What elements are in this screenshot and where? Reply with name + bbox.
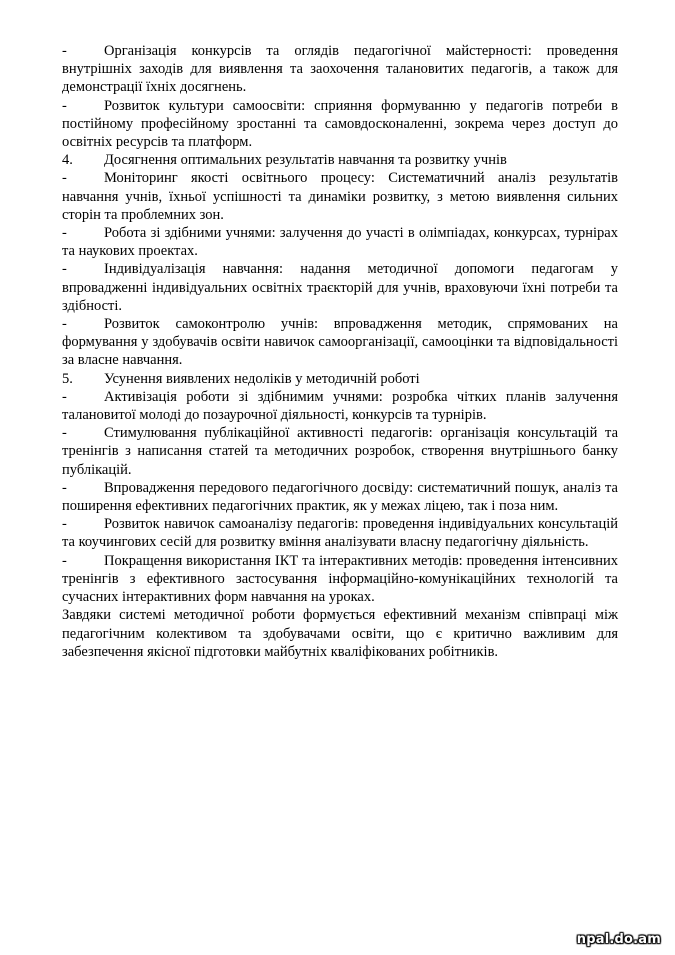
paragraph — [62, 315, 618, 370]
list-marker: - — [62, 97, 67, 114]
paragraph — [62, 479, 618, 515]
paragraph — [62, 169, 618, 224]
section-heading — [62, 151, 618, 169]
list-marker: - — [62, 552, 67, 569]
paragraph — [62, 424, 618, 479]
paragraph-text: Розвиток культури самоосвіти: сприяння формуванню у педагогів потреби в постійному професійному зростанні та самовдосконаленні, зокрема через доступ до освітніх ресурсів та платформ. — [62, 97, 618, 151]
list-marker: - — [62, 425, 67, 442]
paragraph — [62, 552, 618, 607]
paragraph-text: Робота зі здібними учнями: залучення до участі в олімпіадах, конкурсах, турнірах та наукових проектах. — [62, 225, 618, 260]
section-heading — [62, 370, 618, 388]
list-marker: - — [62, 225, 67, 242]
list-marker: - — [62, 479, 67, 496]
paragraph-text: Завдяки системі методичної роботи формується ефективний механізм співпраці між педагогічним колективом та здобувачами освіти, що є критично важливим для забезпечення якісної підготовки майбутніх кваліфікованих робітників. — [62, 607, 618, 660]
paragraph-text: Покращення використання ІКТ та інтерактивних методів: проведення інтенсивних тренінгів з ефективного застосування інформаційно-комунікаційних технологій та сучасних інтерактивних форм навчання на уроках. — [62, 552, 618, 606]
paragraph-text: Моніторинг якості освітнього процесу: Систематичний аналіз результатів навчання учнів, їхньої успішності та динаміки розвитку, з метою виявлення сильних сторін та проблемних зон. — [62, 170, 618, 223]
paragraph-text: Розвиток навичок самоаналізу педагогів: проведення індивідуальних консультацій та коучингових сесій для розвитку вміння аналізувати власну педагогічну діяльність. — [62, 516, 618, 551]
paragraph — [62, 388, 618, 424]
list-marker: - — [62, 170, 67, 187]
conclusion-paragraph — [62, 606, 618, 661]
document-body — [62, 42, 618, 661]
list-marker: - — [62, 43, 67, 59]
paragraph — [62, 260, 618, 315]
list-marker: - — [62, 388, 67, 405]
list-marker: 4. — [62, 152, 73, 169]
list-marker: - — [62, 261, 67, 278]
paragraph-text: Організація конкурсів та оглядів педагогічної майстерності: проведення внутрішніх заходів для виявлення та заохочення талановитих педагогів, а також для демонстрації їхніх досягнень. — [62, 43, 618, 96]
paragraph — [62, 224, 618, 260]
site-watermark: npal.do.am — [576, 932, 661, 947]
list-marker: 5. — [62, 370, 73, 387]
paragraph-text: Досягнення оптимальних результатів навчання та розвитку учнів — [104, 152, 507, 169]
list-marker: - — [62, 516, 67, 533]
paragraph-text: Усунення виявлених недоліків у методичній роботі — [104, 370, 420, 387]
paragraph-text: Розвиток самоконтролю учнів: впровадження методик, спрямованих на формування у здобувачів освіти навичок самоорганізації, самооцінки та відповідальності за власне навчання. — [62, 316, 618, 369]
list-marker: - — [62, 316, 67, 333]
paragraph — [62, 515, 618, 551]
paragraph-text: Активізація роботи зі здібнимим учнями: розробка чітких планів залучення талановитої молоді до позаурочної діяльності, конкурсів та турнірів. — [62, 388, 618, 424]
paragraph-text: Індивідуалізація навчання: надання методичної допомоги педагогам у впровадженні індивідуальних освітніх траєкторій для учнів, враховуючи їхні потреби та здібності. — [62, 261, 618, 314]
paragraph — [62, 42, 618, 97]
paragraph-text: Впровадження передового педагогічного досвіду: систематичний пошук, аналіз та поширення ефективних педагогічних практик, як у межах ліцею, так і поза ним. — [62, 479, 618, 515]
paragraph-text: Стимулювання публікаційної активності педагогів: організація консультацій та тренінгів з написання статей та методичних розробок, створення внутрішнього банку публікацій. — [62, 425, 618, 478]
paragraph — [62, 97, 618, 152]
